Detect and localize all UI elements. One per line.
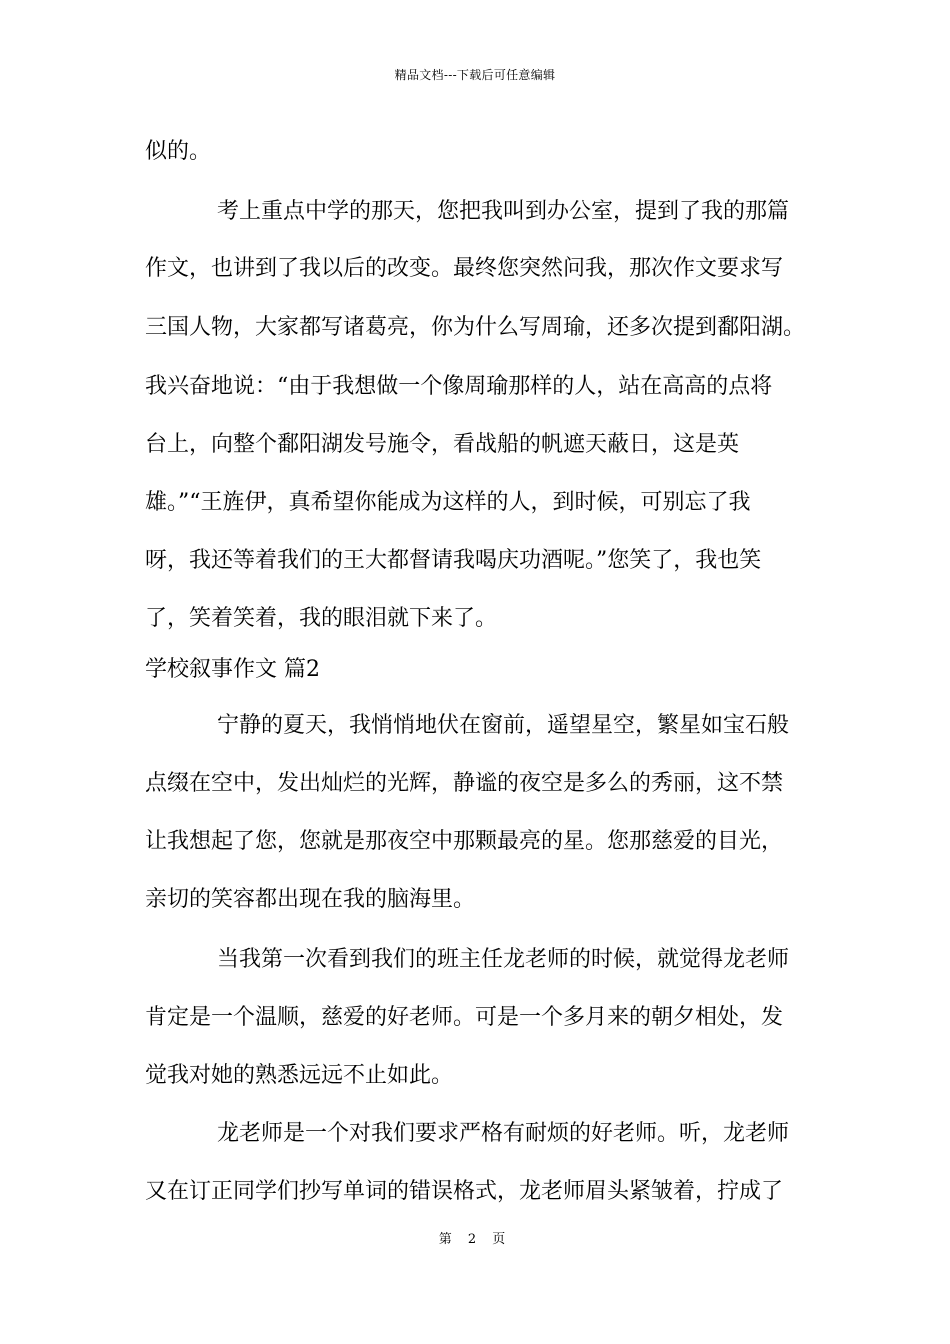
text-line: 雄。”“王旌伊，真希望你能成为这样的人，到时候，可别忘了我 (145, 490, 751, 515)
text-line: 作文，也讲到了我以后的改变。最终您突然问我，那次作文要求写 (145, 256, 784, 281)
text-line: 让我想起了您，您就是那夜空中那颗最亮的星。您那慈爱的目光， (145, 829, 784, 854)
section-heading: 学校叙事作文 篇2 (145, 657, 320, 682)
paragraph-first-line: 当我第一次看到我们的班主任龙老师的时候，就觉得龙老师 (217, 947, 790, 972)
text-line: 肯定是一个温顺，慈爱的好老师。可是一个多月来的朝夕相处，发 (145, 1005, 784, 1030)
text-line: 点缀在空中，发出灿烂的光辉，静谧的夜空是多么的秀丽，这不禁 (145, 771, 784, 796)
text-line: 又在订正同学们抄写单词的错误格式，龙老师眉头紧皱着，拧成了 (145, 1179, 784, 1204)
paragraph-first-line: 宁静的夏天，我悄悄地伏在窗前，遥望星空，繁星如宝石般 (217, 713, 790, 738)
paragraph-first-line: 龙老师是一个对我们要求严格有耐烦的好老师。听，龙老师 (217, 1121, 790, 1146)
paragraph-first-line: 考上重点中学的那天，您把我叫到办公室，提到了我的那篇 (217, 199, 790, 224)
page-header: 精品文档---下载后可任意编辑 (394, 68, 556, 82)
text-line: 觉我对她的熟悉远远不止如此。 (145, 1063, 454, 1088)
page-number: 第 2 页 (438, 1232, 512, 1247)
text-line: 呀，我还等着我们的王大都督请我喝庆功酒呢。”您笑了，我也笑 (145, 548, 762, 573)
text-line: 三国人物，大家都写诸葛亮，你为什么写周瑜，还多次提到鄱阳湖。 (145, 315, 806, 340)
text-line: 我兴奋地说：“由于我想做一个像周瑜那样的人，站在高高的点将 (145, 374, 773, 399)
text-line: 似的。 (145, 139, 212, 164)
text-line: 亲切的笑容都出现在我的脑海里。 (145, 887, 476, 912)
text-line: 了，笑着笑着，我的眼泪就下来了。 (145, 606, 498, 631)
text-line: 台上，向整个鄱阳湖发号施令，看战船的帆遮天蔽日，这是英 (145, 432, 740, 457)
